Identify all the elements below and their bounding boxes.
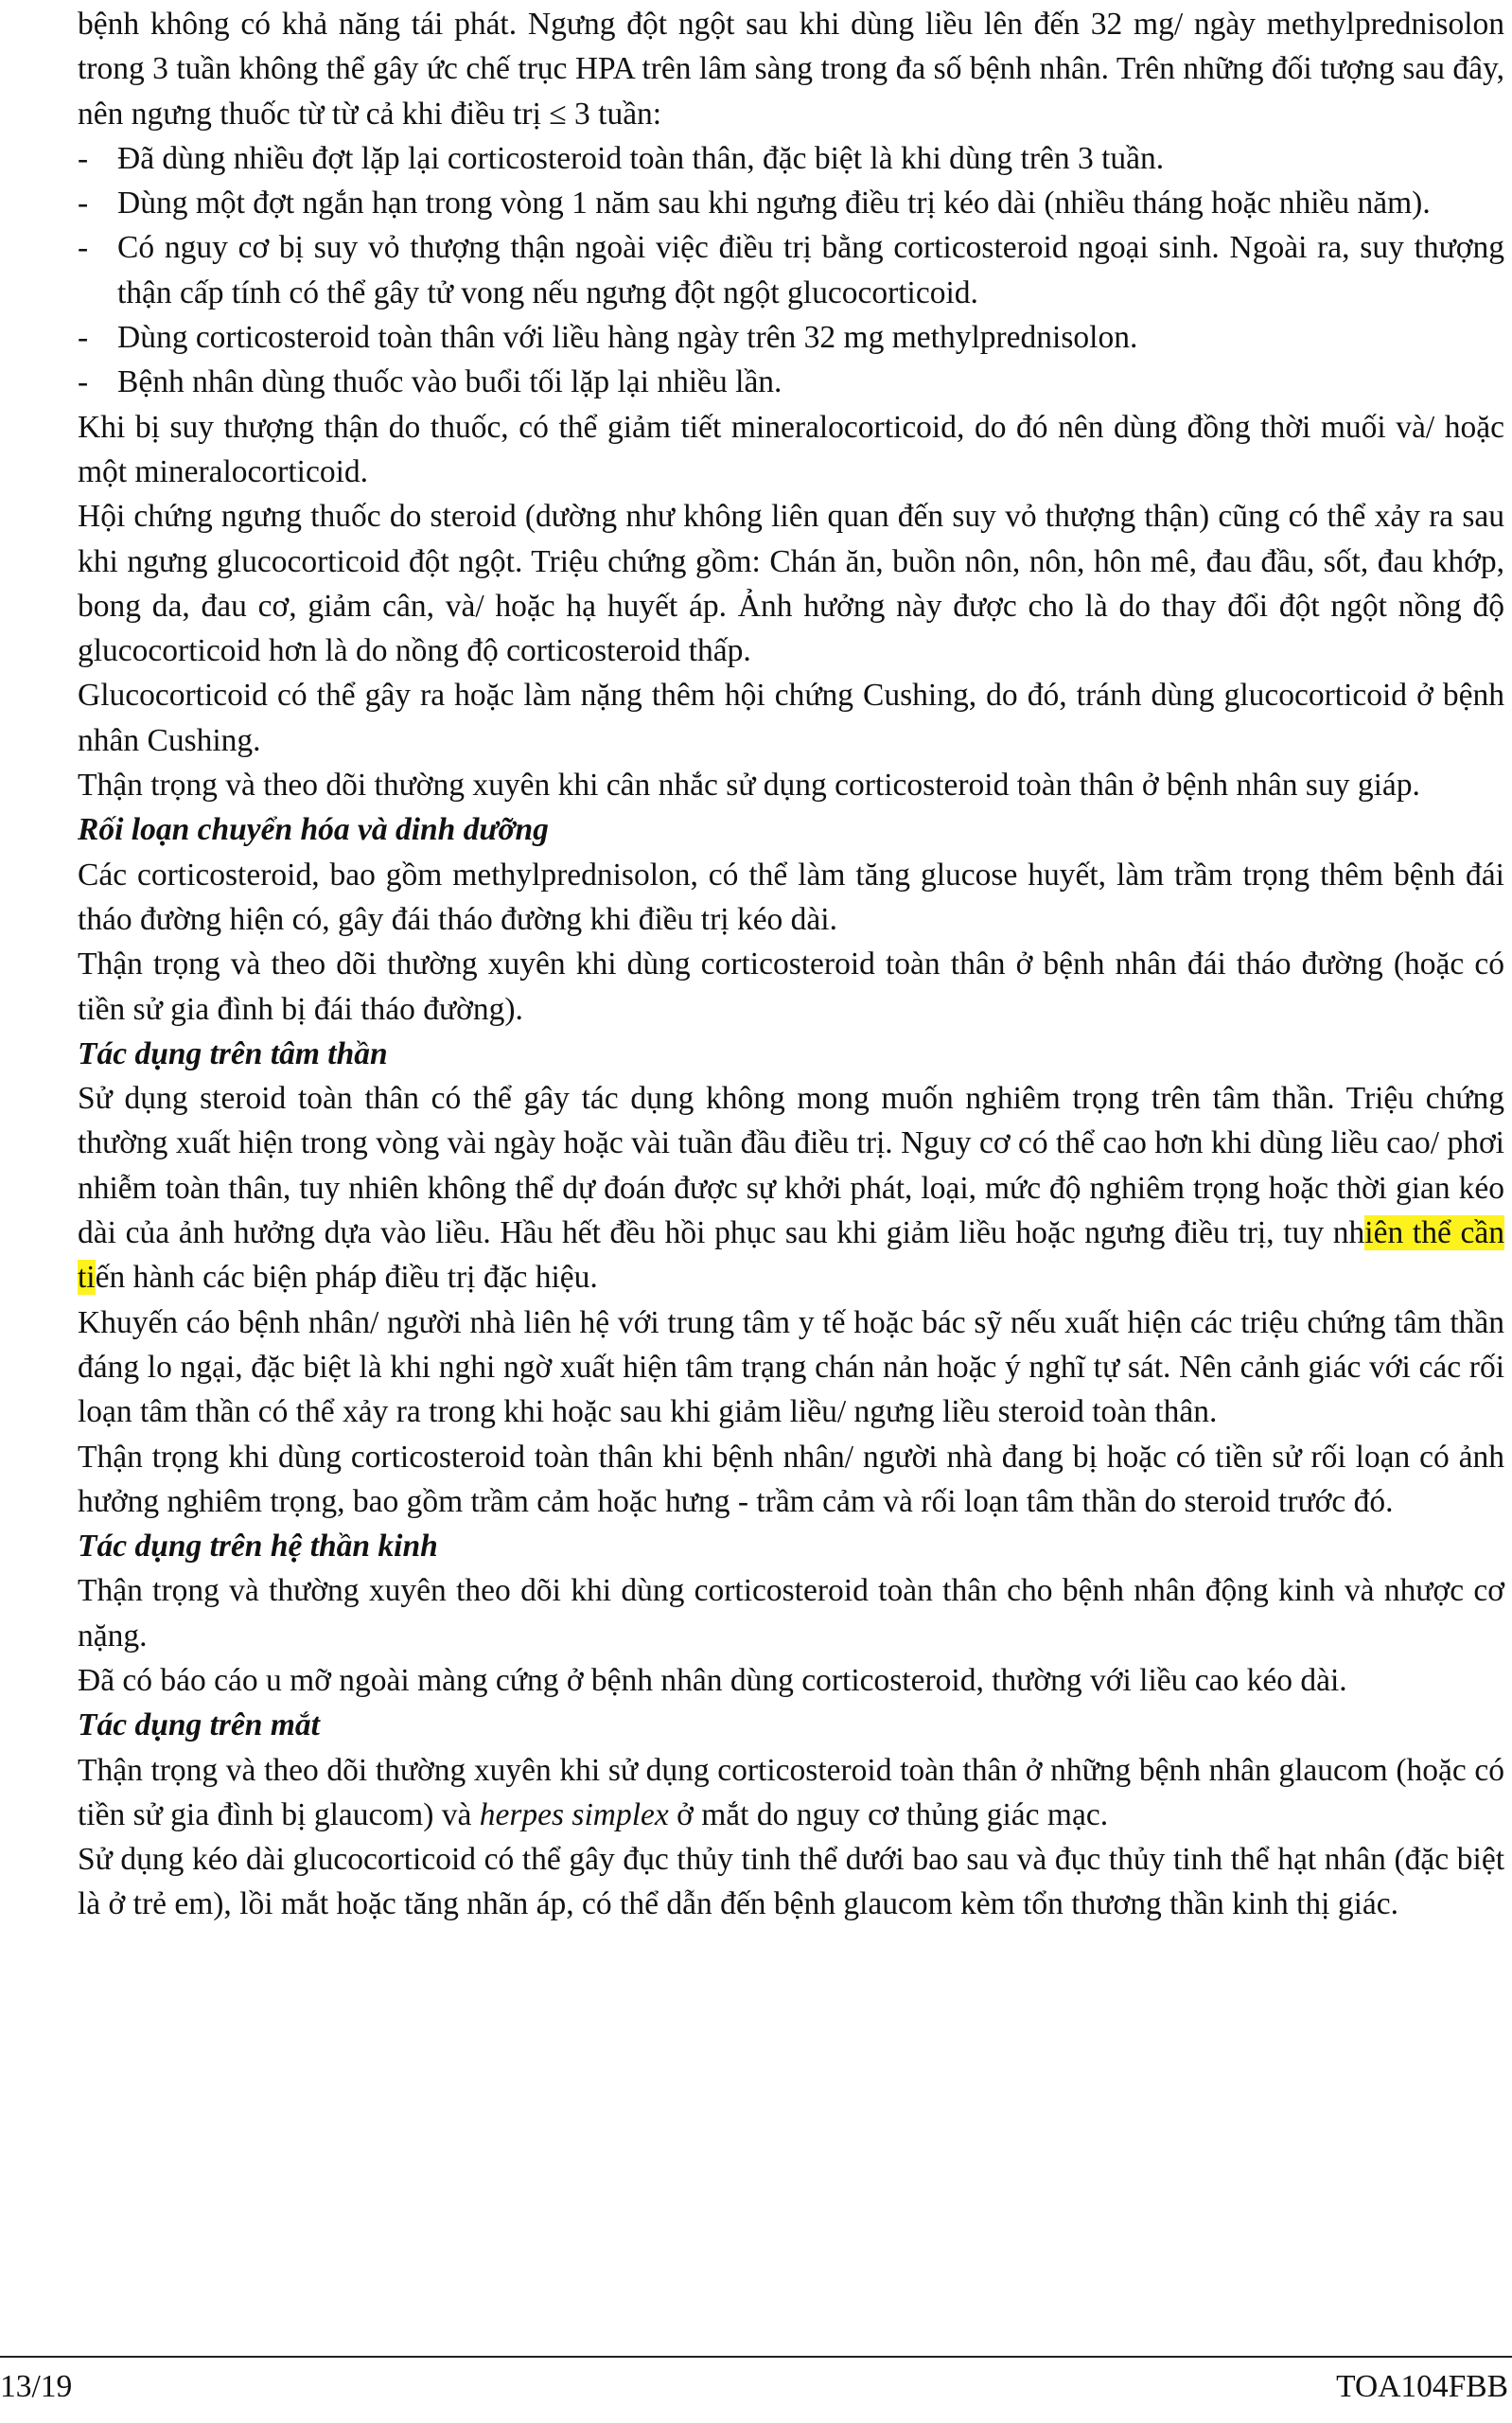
text-run: Sử dụng steroid toàn thân có thể gây tác dụng không mong muốn nghiêm trọng trên tâm thần. Triệu chứng thường xuất hiện trong vòng vài ngày hoặc vài tuần đầu điều trị. Nguy cơ có thể cao hơn khi dùng liều cao/ phơi nhiễm toàn thân, tuy nhiên không thể dự đoán được sự khởi phát, loại, mức độ nghiêm trọng hoặc thời gian kéo dài của ảnh hưởng dựa vào liều. Hầu hết đều hồi phục sau khi giảm liều hoặc ngưng điều trị, tuy nh (78, 1081, 1504, 1251)
paragraph-metabolic-2: Thận trọng và theo dõi thường xuyên khi dùng corticosteroid toàn thân ở bệnh nhân đái tháo đường (hoặc có tiền sử gia đình bị đái tháo đường). (78, 946, 1504, 1027)
paragraph-psychiatric-3: Thận trọng khi dùng corticosteroid toàn thân khi bệnh nhân/ người nhà đang bị hoặc có tiền sử rối loạn có ảnh hưởng nghiêm trọng, bao gồm trầm cảm hoặc hưng - trầm cảm và rối loạn tâm thần do steroid trước đó. (78, 1439, 1504, 1519)
bullet-text: Dùng corticosteroid toàn thân với liều hàng ngày trên 32 mg methylprednisolon. (117, 320, 1138, 356)
paragraph-withdrawal: Hội chứng ngưng thuốc do steroid (dường như không liên quan đến suy vỏ thượng thận) cũng có thể xảy ra sau khi ngưng glucocorticoid đột ngột. Triệu chứng gồm: Chán ăn, buồn nôn, nôn, hôn mê, đau đầu, sốt, đau khớp, bong da, đau cơ, giảm cân, và/ hoặc hạ huyết áp. Ảnh hưởng này được cho là do thay đổi đột ngột nồng độ glucocorticoid hơn là do nồng độ corticosteroid thấp. (78, 499, 1504, 669)
italic-term: herpes simplex (479, 1796, 669, 1832)
heading-metabolic: Rối loạn chuyển hóa và dinh dưỡng (78, 812, 549, 848)
bullet-text: Đã dùng nhiều đợt lặp lại corticosteroid toàn thân, đặc biệt là khi dùng trên 3 tuần. (117, 140, 1165, 176)
paragraph-adrenal: Khi bị suy thượng thận do thuốc, có thể giảm tiết mineralocorticoid, do đó nên dùng đồng thời muối và/ hoặc một mineralocorticoid. (78, 409, 1504, 489)
text-run: ến hành các biện pháp điều trị đặc hiệu. (95, 1260, 598, 1296)
page-number: 13/19 (0, 2369, 73, 2404)
heading-psychiatric: Tác dụng trên tâm thần (78, 1035, 388, 1071)
bullet-item: - Dùng một đợt ngắn hạn trong vòng 1 năm sau khi ngưng điều trị kéo dài (nhiều tháng hoặc nhiều năm). (78, 181, 1504, 225)
footer-divider (0, 2356, 1512, 2358)
heading-nervous-system: Tác dụng trên hệ thần kinh (78, 1529, 438, 1565)
document-code: TOA104FBB (1336, 2369, 1508, 2404)
paragraph-thyroid: Thận trọng và theo dõi thường xuyên khi cân nhắc sử dụng corticosteroid toàn thân ở bệnh nhân suy giáp. (78, 768, 1420, 804)
bullet-text: Có nguy cơ bị suy vỏ thượng thận ngoài việc điều trị bằng corticosteroid ngoại sinh. Ngoài ra, suy thượng thận cấp tính có thể gây tử vong nếu ngưng đột ngột glucocorticoid. (117, 230, 1504, 310)
heading-eye: Tác dụng trên mắt (78, 1707, 320, 1743)
paragraph-metabolic-1: Các corticosteroid, bao gồm methylprednisolon, có thể làm tăng glucose huyết, làm trầm trọng thêm bệnh đái tháo đường hiện có, gây đái tháo đường khi điều trị kéo dài. (78, 857, 1504, 937)
bullet-item: - Có nguy cơ bị suy vỏ thượng thận ngoài việc điều trị bằng corticosteroid ngoại sinh. Ngoài ra, suy thượng thận cấp tính có thể gây tử vong nếu ngưng đột ngột glucocorticoid. (78, 225, 1504, 315)
paragraph-intro: bệnh không có khả năng tái phát. Ngưng đột ngột sau khi dùng liều lên đến 32 mg/ ngày methylprednisolon trong 3 tuần không thể gây ức chế trục HPA trên lâm sàng trong đa số bệnh nhân. Trên những đối tượng sau đây, nên ngưng thuốc từ từ cả khi điều trị ≤ 3 tuần: (78, 7, 1504, 132)
paragraph-eye-1 (78, 1748, 1504, 1838)
text-run: Thận trọng và theo dõi thường xuyên khi sử dụng corticosteroid toàn thân ở những bệnh nhân glaucom (hoặc có tiền sử gia đình bị glaucom) và (78, 1752, 1504, 1832)
text-run: ở mắt do nguy cơ thủng giác mạc. (668, 1796, 1109, 1832)
bullet-text: Bệnh nhân dùng thuốc vào buổi tối lặp lại nhiều lần. (117, 364, 782, 400)
bullet-item: - Đã dùng nhiều đợt lặp lại corticosteroid toàn thân, đặc biệt là khi dùng trên 3 tuần. (78, 136, 1504, 181)
paragraph-psychiatric-2: Khuyến cáo bệnh nhân/ người nhà liên hệ với trung tâm y tế hoặc bác sỹ nếu xuất hiện các triệu chứng tâm thần đáng lo ngại, đặc biệt là khi nghi ngờ xuất hiện tâm trạng chán nản hoặc ý nghĩ tự sát. Nên cảnh giác với các rối loạn tâm thần có thể xảy ra trong khi hoặc sau khi giảm liều/ ngưng liều steroid toàn thân. (78, 1304, 1504, 1430)
bullet-item: - Dùng corticosteroid toàn thân với liều hàng ngày trên 32 mg methylprednisolon. (78, 315, 1504, 360)
bullet-text: Dùng một đợt ngắn hạn trong vòng 1 năm sau khi ngưng điều trị kéo dài (nhiều tháng hoặc nhiều năm). (117, 186, 1431, 221)
highlighted-text: iên thể cần ti (78, 1215, 1504, 1296)
paragraph-cushing: Glucocorticoid có thể gây ra hoặc làm nặng thêm hội chứng Cushing, do đó, tránh dùng glucocorticoid ở bệnh nhân Cushing. (78, 678, 1504, 758)
document-body (78, 2, 1504, 1927)
bullet-item: - Bệnh nhân dùng thuốc vào buổi tối lặp lại nhiều lần. (78, 360, 1504, 404)
paragraph-neuro-2: Đã có báo cáo u mỡ ngoài màng cứng ở bệnh nhân dùng corticosteroid, thường với liều cao kéo dài. (78, 1662, 1347, 1698)
paragraph-eye-2: Sử dụng kéo dài glucocorticoid có thể gây đục thủy tinh thể dưới bao sau và đục thủy tinh thể hạt nhân (đặc biệt là ở trẻ em), lồi mắt hoặc tăng nhãn áp, có thể dẫn đến bệnh glaucom kèm tổn thương thần kinh thị giác. (78, 1842, 1504, 1922)
paragraph-neuro-1: Thận trọng và thường xuyên theo dõi khi dùng corticosteroid toàn thân cho bệnh nhân động kinh và nhược cơ nặng. (78, 1573, 1504, 1654)
paragraph-psychiatric-1 (78, 1076, 1504, 1300)
